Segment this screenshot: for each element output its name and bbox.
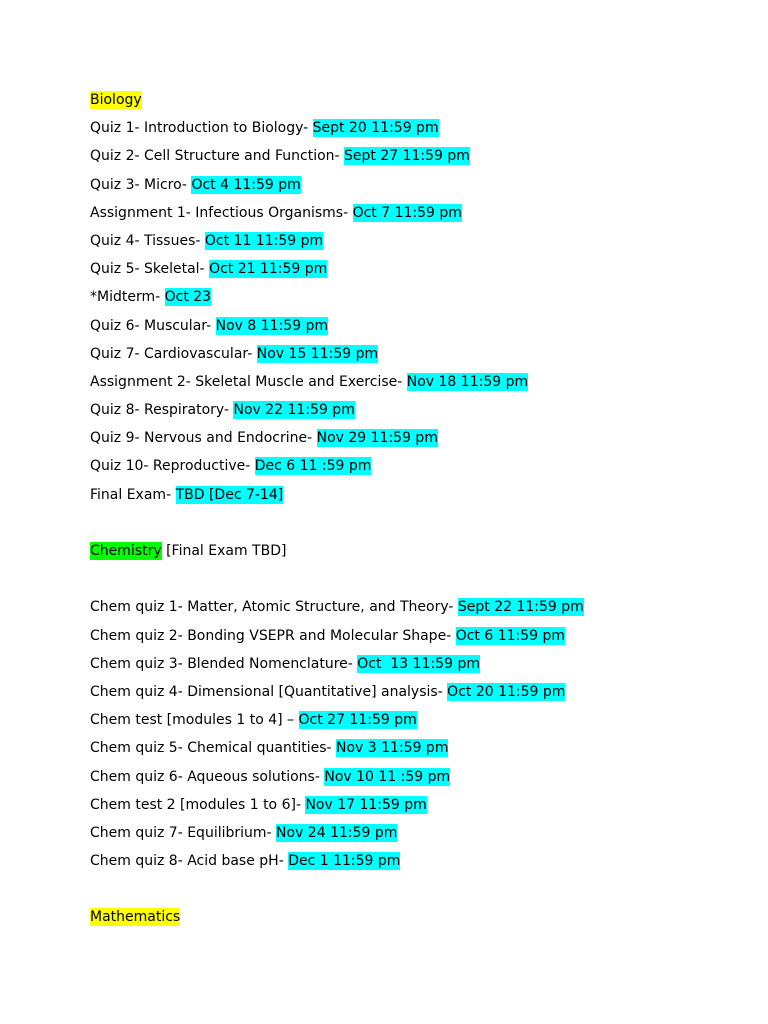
biology-heading-line [90,90,730,118]
list-item [90,287,730,315]
item-label: Quiz 2- Cell Structure and Function- [90,148,345,165]
due-date: Sept 20 11:59 pm [312,120,439,137]
list-item [90,823,730,851]
due-date: Sept 27 11:59 pm [344,148,470,165]
due-date: Oct 13 11:59 pm [357,655,480,672]
item-label: Chem quiz 7- Equilibrium- [90,824,277,841]
due-date: Oct 23 [164,289,212,306]
mathematics-heading-line [90,907,730,935]
item-label: Final Exam- [90,486,176,503]
list-item [90,767,730,795]
due-date: TBD [Dec 7-14] [175,486,284,503]
chemistry-heading-note: [Final Exam TBD] [161,543,287,559]
list-item [90,344,730,372]
list-item [90,456,730,484]
list-item [90,597,730,625]
blank-line [90,569,730,597]
document-page [90,90,730,936]
due-date: Oct 4 11:59 pm [191,176,301,193]
list-item [90,372,730,400]
due-date: Nov 17 11:59 pm [305,796,427,813]
item-label: Quiz 9- Nervous and Endocrine- [90,430,317,447]
item-label: Quiz 5- Skeletal- [90,261,210,278]
item-label: Quiz 3- Micro- [90,176,192,193]
item-label: Chem quiz 1- Matter, Atomic Structure, and Theory- [90,599,458,616]
item-label: Chem quiz 5- Chemical quantities- [90,740,336,757]
due-date: Nov 22 11:59 pm [233,402,355,419]
list-item [90,231,730,259]
due-date: Oct 6 11:59 pm [455,627,566,644]
list-item [90,259,730,287]
list-item [90,146,730,174]
item-label: Chem quiz 4- Dimensional [Quantitative] analysis- [90,683,448,700]
due-date: Oct 21 11:59 pm [209,261,328,278]
due-date: Nov 10 11 :59 pm [324,768,451,785]
due-date: Oct 11 11:59 pm [204,232,324,249]
list-item [90,118,730,146]
due-date: Dec 6 11 :59 pm [254,458,372,475]
due-date: Nov 3 11:59 pm [336,740,449,757]
item-label: Assignment 1- Infectious Organisms- [90,204,353,221]
item-label: Chem quiz 2- Bonding VSEPR and Molecular Shape- [90,627,456,644]
due-date: Oct 20 11:59 pm [447,683,566,700]
list-item [90,175,730,203]
mathematics-heading: Mathematics [90,909,181,926]
item-label: Quiz 7- Cardiovascular- [90,345,257,362]
blank-line [90,879,730,907]
item-label: Quiz 8- Respiratory- [90,402,234,419]
item-label: Quiz 1- Introduction to Biology- [90,120,313,137]
item-label: Quiz 4- Tissues- [90,232,205,249]
due-date: Oct 7 11:59 pm [352,204,462,221]
item-label: *Midterm- [90,289,165,306]
item-label: Chem quiz 3- Blended Nomenclature- [90,655,358,672]
list-item [90,400,730,428]
chemistry-heading: Chemistry [90,543,162,559]
biology-heading: Biology [90,92,142,108]
item-label: Chem test 2 [modules 1 to 6]- [90,796,306,813]
list-item [90,428,730,456]
list-item [90,485,730,513]
item-label: Quiz 6- Muscular- [90,317,216,334]
item-label: Assignment 2- Skeletal Muscle and Exercise- [90,373,407,390]
list-item [90,710,730,738]
list-item [90,654,730,682]
list-item [90,851,730,879]
list-item [90,203,730,231]
blank-line [90,513,730,541]
list-item [90,738,730,766]
item-label: Chem test [modules 1 to 4] – [90,712,299,729]
due-date: Sept 22 11:59 pm [457,599,584,616]
list-item [90,682,730,710]
item-label: Chem quiz 8- Acid base pH- [90,853,289,870]
list-item [90,626,730,654]
due-date: Nov 15 11:59 pm [256,345,379,362]
due-date: Nov 18 11:59 pm [406,373,529,390]
due-date: Nov 8 11:59 pm [215,317,329,334]
item-label: Chem quiz 6- Aqueous solutions- [90,768,325,785]
list-item [90,795,730,823]
due-date: Nov 29 11:59 pm [316,430,438,447]
chemistry-heading-line [90,541,730,569]
due-date: Nov 24 11:59 pm [276,824,398,841]
list-item [90,316,730,344]
item-label: Quiz 10- Reproductive- [90,458,255,475]
due-date: Oct 27 11:59 pm [298,712,417,729]
due-date: Dec 1 11:59 pm [288,853,401,870]
